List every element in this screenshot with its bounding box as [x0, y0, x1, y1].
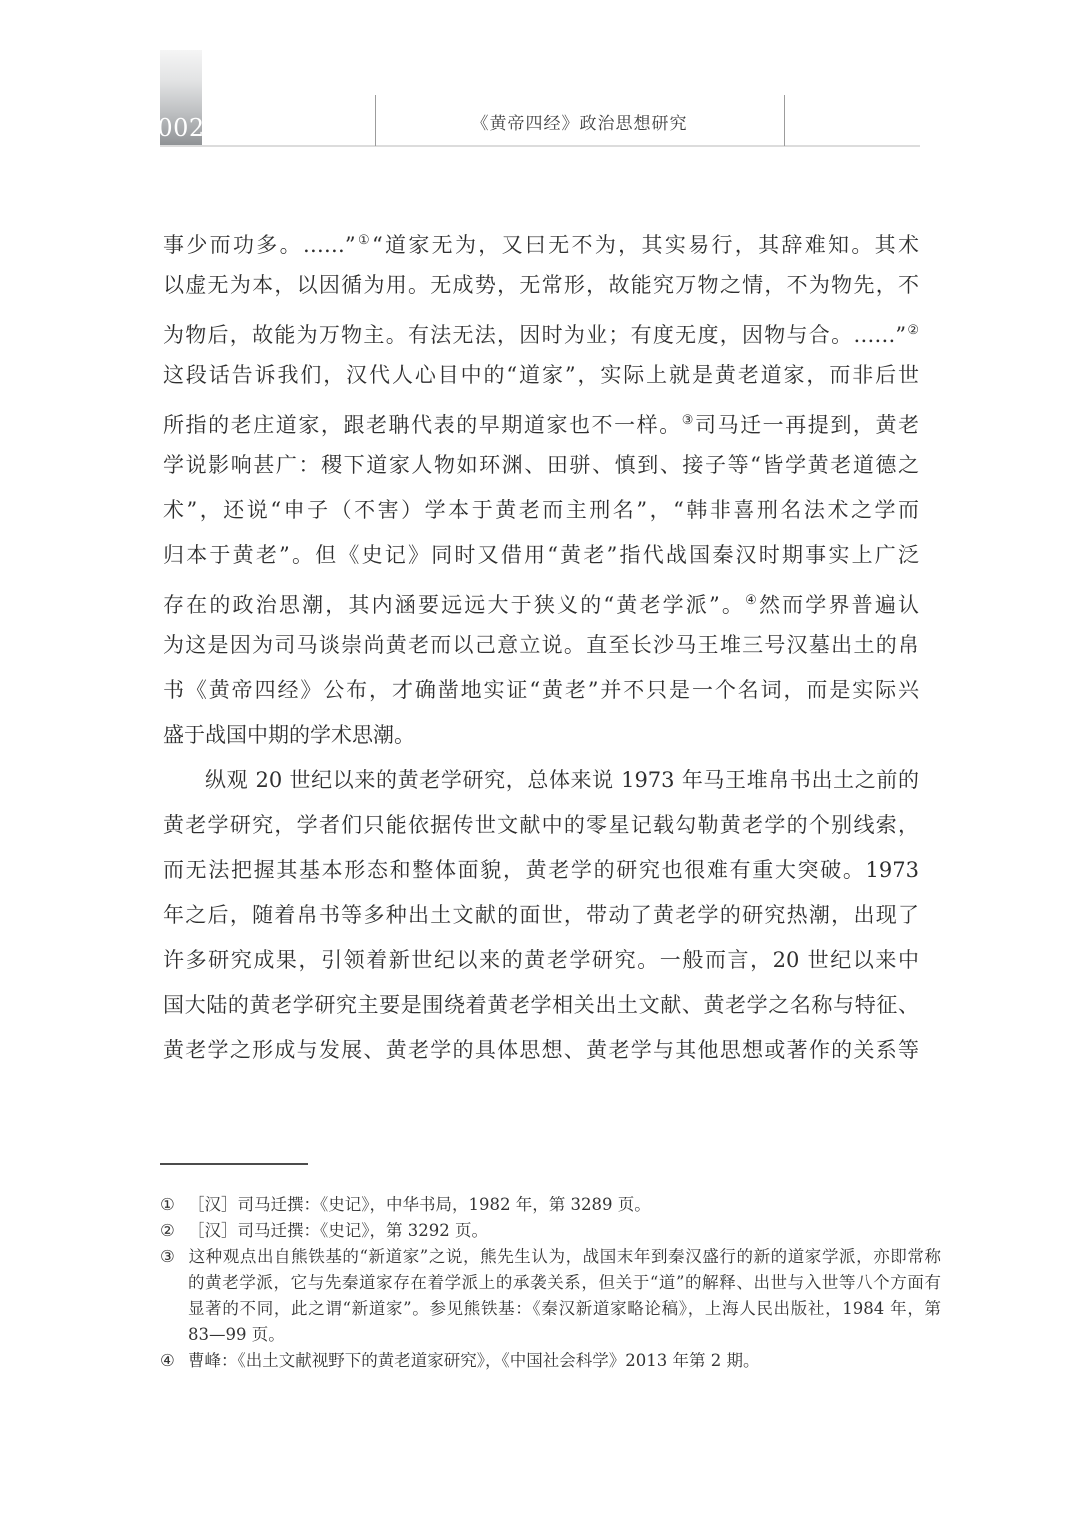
body-text-segment: 许多研究成果，引领着新世纪以来的黄老学研究。一般而言，20 世纪以来中 — [163, 948, 919, 972]
body-text-segment: 黄老学之形成与发展、黄老学的具体思想、黄老学与其他思想或著作的关系等 — [163, 1038, 919, 1062]
footnote-text: 这种观点出自熊铁基的“新道家”之说，熊先生认为，战国末年到秦汉盛行的新的道家学派，亦即常称 — [188, 1247, 941, 1266]
page-number: 002 — [157, 114, 205, 142]
body-text-segment: 国大陆的黄老学研究主要是围绕着黄老学相关出土文献、黄老学之名称与特征、 — [163, 993, 919, 1017]
body-text-segment: 为物后，故能为万物主。有法无法，因时为业；有度无度，因物与合。……” — [163, 323, 907, 347]
footnote-line — [160, 1192, 941, 1218]
header-title-right-divider — [784, 95, 785, 146]
body-text-segment: 术”，还说“申子（不害）学本于黄老而主刑名”，“韩非喜刑名法术之学而 — [163, 498, 919, 522]
body-text-segment: 学说影响甚广：稷下道家人物如环渊、田骈、慎到、接子等“皆学黄老道德之 — [163, 453, 919, 477]
body-line — [163, 533, 919, 578]
footnote-text: 显著的不同，此之谓“新道家”。参见熊铁基：《秦汉新道家略论稿》，上海人民出版社，1984 年，第 — [188, 1299, 941, 1318]
footnote-ref: ④ — [745, 593, 759, 608]
body-line — [163, 803, 919, 848]
footnote-line — [160, 1218, 941, 1244]
body-text-segment: 黄老学研究，学者们只能依据传世文献中的零星记载勾勒黄老学的个别线索， — [163, 813, 919, 837]
footnote-line — [160, 1244, 941, 1270]
body-text-segment: 这段话告诉我们，汉代人心目中的“道家”，实际上就是黄老道家，而非后世 — [163, 363, 919, 387]
body-line — [163, 938, 919, 983]
footnote-divider — [160, 1163, 308, 1165]
body-line — [163, 443, 919, 488]
footnotes — [160, 1192, 941, 1374]
footnote-line — [160, 1270, 941, 1296]
footnote-marker: ③ — [160, 1247, 175, 1266]
footnote-marker: ② — [160, 1221, 175, 1240]
body-text-segment: 纵观 20 世纪以来的黄老学研究，总体来说 1973 年马王堆帛书出土之前的 — [205, 768, 919, 792]
body-line — [163, 668, 919, 713]
body-text-segment: 以虚无为本，以因循为用。无成势，无常形，故能究万物之情，不为物先，不 — [163, 273, 919, 297]
body-line — [163, 263, 919, 308]
running-head-book-title: 《黄帝四经》政治思想研究 — [471, 114, 688, 134]
footnote-ref: ① — [355, 233, 372, 248]
body-line — [163, 1028, 919, 1073]
footnote-ref: ② — [906, 323, 919, 338]
header-divider — [160, 145, 920, 147]
body-text-segment: 归本于黄老”。但《史记》同时又借用“黄老”指代战国秦汉时期事实上广泛 — [163, 543, 919, 567]
footnote-text: ［汉］司马迁撰：《史记》，中华书局，1982 年，第 3289 页。 — [188, 1195, 651, 1214]
footnote-text: 的黄老学派，它与先秦道家存在着学派上的承袭关系，但关于“道”的解释、出世与入世等八个方面有 — [188, 1273, 941, 1292]
body-text-segment: “道家无为，又曰无不为，其实易行，其辞难知。其术 — [371, 233, 919, 257]
body-line — [163, 758, 919, 803]
body-text-segment: 然而学界普遍认 — [758, 593, 919, 617]
footnote-text: 曹峰：《出土文献视野下的黄老道家研究》，《中国社会科学》2013 年第 2 期。 — [188, 1351, 760, 1370]
body-line — [163, 848, 919, 893]
body-line — [163, 218, 919, 263]
footnote-ref: ③ — [681, 413, 696, 428]
body-text-segment: 存在的政治思潮，其内涵要远远大于狭义的“黄老学派”。 — [163, 593, 746, 617]
body-text-segment: 为这是因为司马谈崇尚黄老而以己意立说。直至长沙马王堆三号汉墓出土的帛 — [163, 633, 919, 657]
body-text-segment: 盛于战国中期的学术思潮。 — [163, 723, 415, 747]
body-line — [163, 398, 919, 443]
body-text-segment: 事少而功多。……” — [163, 233, 356, 257]
body-line — [163, 983, 919, 1028]
body-text-segment: 而无法把握其基本形态和整体面貌，黄老学的研究也很难有重大突破。1973 — [163, 858, 919, 882]
body-text-segment: 年之后，随着帛书等多种出土文献的面世，带动了黄老学的研究热潮，出现了 — [163, 903, 919, 927]
body-line — [163, 578, 919, 623]
body-line — [163, 893, 919, 938]
body-line — [163, 353, 919, 398]
footnote-line — [160, 1322, 941, 1348]
footnote-text: 83—99 页。 — [188, 1325, 285, 1344]
body-line — [163, 713, 919, 758]
body-text-segment: 司马迁一再提到，黄老 — [695, 413, 919, 437]
footnote-text: ［汉］司马迁撰：《史记》，第 3292 页。 — [188, 1221, 488, 1240]
body-line — [163, 623, 919, 668]
body-text-segment: 所指的老庄道家，跟老聃代表的早期道家也不一样。 — [163, 413, 682, 437]
page-number-badge — [157, 50, 205, 147]
body-text — [163, 218, 919, 1073]
footnote-line — [160, 1348, 941, 1374]
body-line — [163, 488, 919, 533]
body-text-segment: 书《黄帝四经》公布，才确凿地实证“黄老”并不只是一个名词，而是实际兴 — [163, 678, 919, 702]
footnote-marker: ① — [160, 1195, 175, 1214]
body-line — [163, 308, 919, 353]
footnote-marker: ④ — [160, 1351, 175, 1370]
footnote-line — [160, 1296, 941, 1322]
